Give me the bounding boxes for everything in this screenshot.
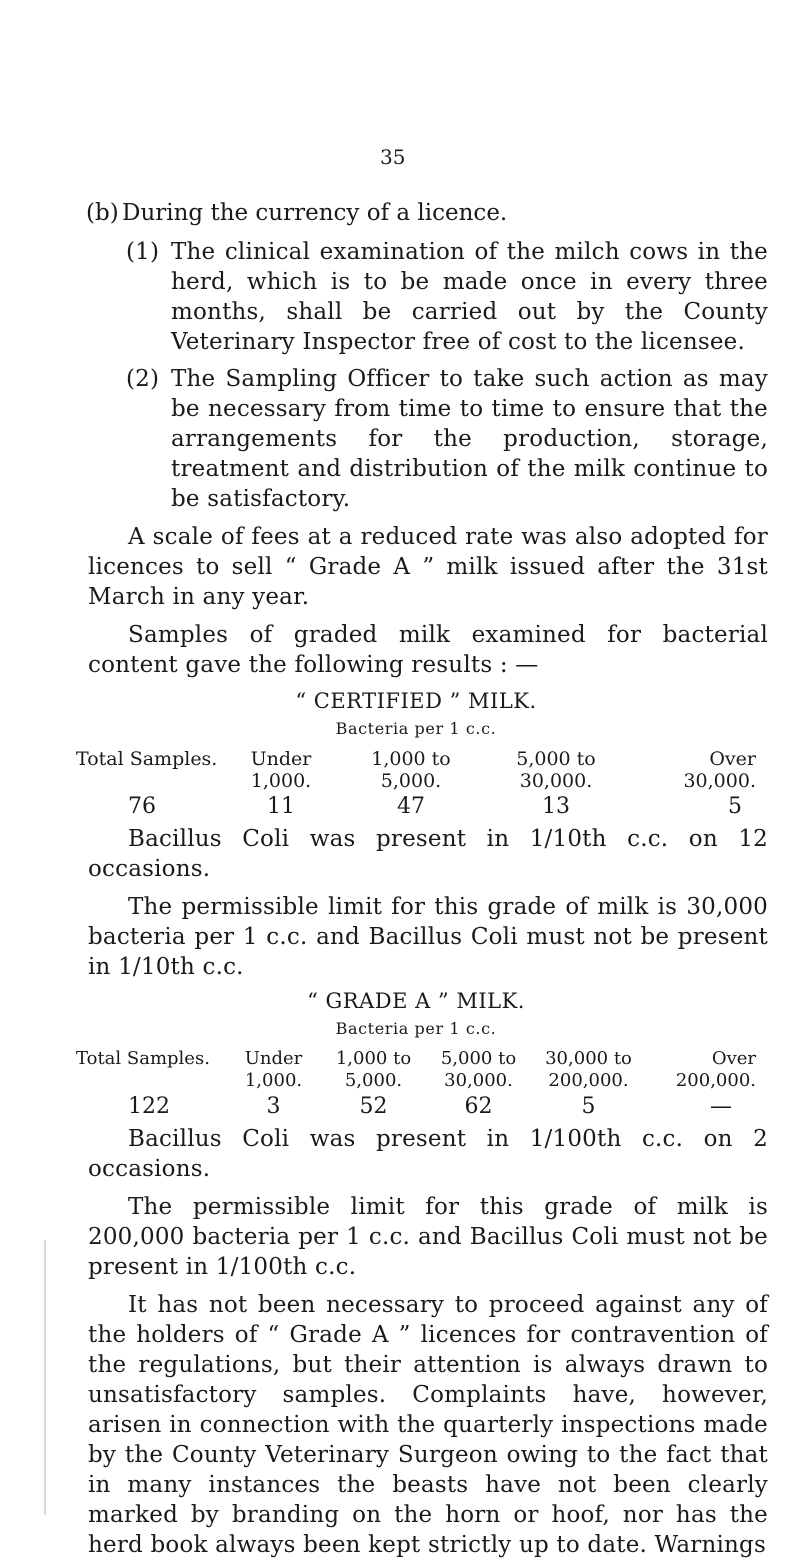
grade-a-header-cell: 30,000 to (545, 1048, 632, 1069)
certified-coli-paragraph: Bacillus Coli was present in 1/10th c.c. on 12 occasions. (88, 826, 768, 882)
grade-a-header-cell: 5,000. (344, 1070, 403, 1091)
item-1-number: (1) (126, 239, 160, 265)
grade-a-header-cell: 5,000 to (440, 1048, 517, 1069)
closing-paragraph: It has not been necessary to proceed against any of the holders of “ Grade A ” licences for contravention of the regulations, but their attention is always drawn to unsatisfactory samples. Complaints have, however, arisen in connection with the quarterly inspections made by the County Veterinary Surgeon owing to the fact that in many instances the beasts have not been clearly marked by branding on the horn or hoof, nor has the herd book always been kept strictly up to date. Warnings (88, 1292, 768, 1558)
certified-values-row (76, 792, 756, 822)
grade-a-limit-paragraph: The permissible limit for this grade of milk is 200,000 bacteria per 1 c.c. and Bacillus Coli must not be present in 1/100th c.c. (88, 1194, 768, 1280)
certified-value-cell: 13 (542, 794, 570, 819)
grade-a-header-row-1 (76, 1048, 756, 1070)
grade-a-subtitle: Bacteria per 1 c.c. (335, 1019, 497, 1038)
scan-margin-shadow (44, 1240, 46, 1515)
certified-header-cell: Over (709, 748, 756, 770)
document-body (76, 198, 768, 1560)
certified-header-row-2 (76, 770, 756, 792)
certified-milk-section (76, 686, 756, 822)
item-1-text: The clinical examination of the milch cows in the herd, which is to be made once in every three months, shall be carried out by the County Veterinary Inspector free of cost to the licensee. (171, 239, 768, 355)
certified-header-cell: 5,000. (380, 770, 442, 792)
grade-a-milk-section (76, 986, 756, 1122)
certified-header-cell (76, 770, 226, 792)
certified-header-cell: 30,000. (683, 770, 756, 792)
grade-a-value-cell: 5 (581, 1094, 596, 1119)
section-b-heading (86, 198, 768, 228)
certified-header-cell: 5,000 to (516, 748, 596, 770)
grade-a-value-cell: 122 (128, 1094, 170, 1119)
grade-a-value-cell: — (710, 1094, 732, 1119)
certified-title: “ CERTIFIED ” MILK. (295, 689, 537, 713)
grade-a-header-cell: 200,000. (675, 1070, 756, 1091)
grade-a-header-cell: Over (711, 1048, 756, 1069)
certified-table (76, 748, 756, 822)
certified-value-cell: 76 (128, 794, 156, 819)
grade-a-value-cell: 52 (359, 1094, 388, 1119)
certified-header-cell: 1,000. (250, 770, 312, 792)
grade-a-value-cell: 3 (266, 1094, 281, 1119)
samples-intro-paragraph: Samples of graded milk examined for bacterial content gave the following results : — (88, 622, 768, 678)
certified-header-row-1 (76, 748, 756, 770)
grade-a-table (76, 1048, 756, 1122)
grade-a-header-cell: 30,000. (444, 1070, 513, 1091)
grade-a-title: “ GRADE A ” MILK. (307, 989, 525, 1013)
certified-limit-paragraph: The permissible limit for this grade of milk is 30,000 bacteria per 1 c.c. and Bacillus Coli must not be present in 1/10th c.c. (88, 894, 768, 980)
certified-value-cell: 11 (267, 794, 295, 819)
grade-a-value-cell: 62 (464, 1094, 493, 1119)
grade-a-coli-paragraph: Bacillus Coli was present in 1/100th c.c. on 2 occasions. (88, 1126, 768, 1182)
grade-a-header-cell: 200,000. (548, 1070, 629, 1091)
section-b-label: (b) (86, 200, 119, 226)
item-2-number: (2) (126, 366, 160, 392)
grade-a-header-cell: 1,000. (244, 1070, 303, 1091)
grade-a-header-cell: Under (244, 1048, 303, 1069)
certified-header-cell: 1,000 to (371, 748, 451, 770)
item-1 (126, 237, 768, 357)
certified-header-cell: Under (250, 748, 312, 770)
grade-a-header-cell (76, 1070, 226, 1092)
page-number: 35 (380, 145, 406, 169)
item-2 (126, 364, 768, 514)
grade-a-header-cell: 1,000 to (335, 1048, 412, 1069)
grade-a-header-cell: Total Samples. (76, 1048, 210, 1069)
scale-of-fees-paragraph: A scale of fees at a reduced rate was also adopted for licences to sell “ Grade A ” milk issued after the 31st March in any year. (88, 524, 768, 610)
certified-value-cell: 5 (728, 794, 742, 819)
grade-a-header-row-2 (76, 1070, 756, 1092)
item-2-text: The Sampling Officer to take such action as may be necessary from time to time to ensure that the arrangements for the production, storage, treatment and distribution of the milk continue to be satisfactory. (171, 366, 768, 512)
section-b-heading-text: During the currency of a licence. (122, 200, 508, 226)
certified-header-cell: Total Samples. (76, 748, 218, 770)
grade-a-values-row (76, 1092, 756, 1122)
certified-subtitle: Bacteria per 1 c.c. (335, 719, 497, 738)
certified-value-cell: 47 (397, 794, 425, 819)
certified-header-cell: 30,000. (519, 770, 593, 792)
